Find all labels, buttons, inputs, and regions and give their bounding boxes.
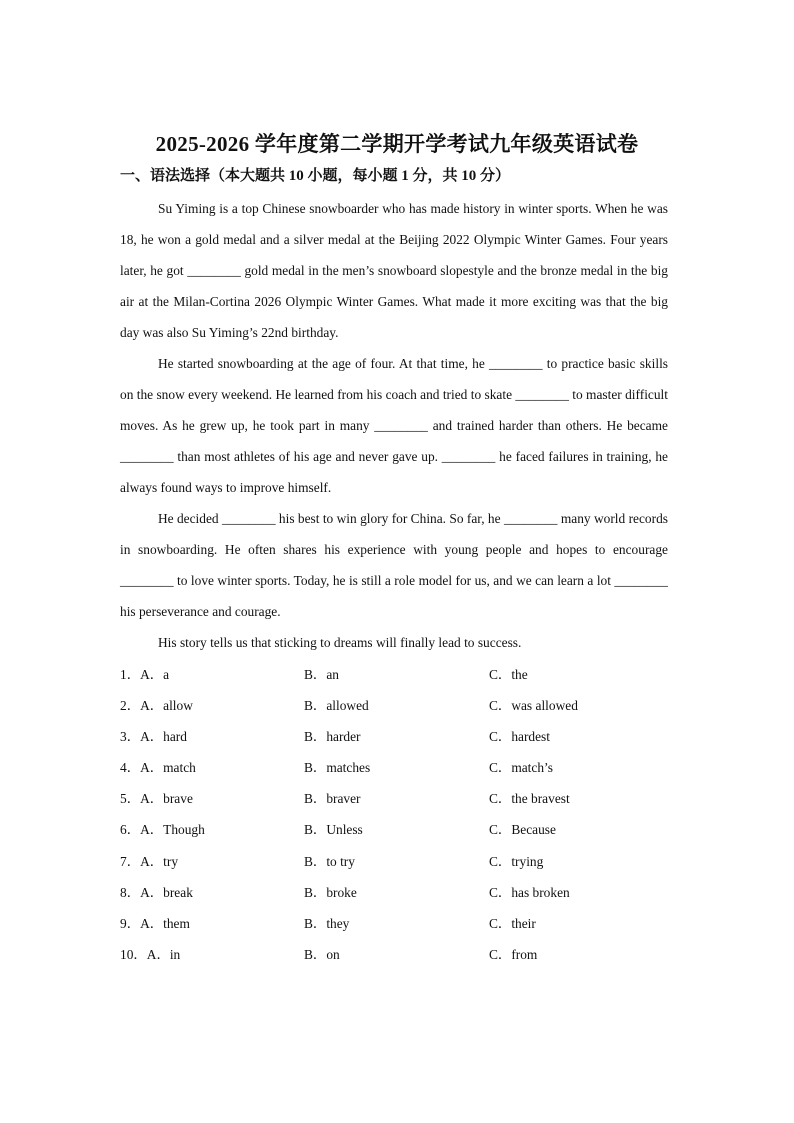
question-row	[120, 783, 680, 814]
passage-paragraph-4: His story tells us that sticking to dreams will finally lead to success.	[158, 635, 522, 650]
section-heading: 一、语法选择（本大题共 10 小题，每小题 1 分，共 10 分）	[120, 168, 511, 184]
option-a: 7．A．try	[120, 853, 179, 869]
option-c: C．was allowed	[489, 698, 578, 714]
option-a: 9．A．them	[120, 915, 190, 931]
option-a: 2．A．allow	[120, 698, 193, 714]
option-b: B．on	[304, 946, 340, 962]
question-row	[120, 659, 680, 690]
option-b: B．harder	[304, 729, 361, 745]
option-a: 5．A．brave	[120, 791, 193, 807]
option-b: B．an	[304, 667, 339, 682]
option-b: B．they	[304, 915, 350, 931]
option-a: 1．A．a	[120, 667, 170, 682]
question-row	[120, 846, 680, 877]
option-c: C．the bravest	[489, 791, 570, 807]
exam-title: 2025-2026 学年度第二学期开学考试九年级英语试卷	[155, 132, 639, 156]
option-b: B．Unless	[304, 822, 363, 838]
option-c: C．match’s	[489, 760, 553, 776]
question-row	[120, 814, 680, 845]
passage-paragraph-3: He decided ________ his best to win glory for China. So far, he ________ many world records in snowboarding. He often shares his experience with young people and hopes to encourage ________ to love winter sports. Today, he is still a role model for us, and we can learn a lot ________ his perseverance and courage.	[120, 511, 668, 619]
answer-options	[120, 659, 680, 970]
question-row	[120, 690, 680, 721]
passage-paragraph-1: Su Yiming is a top Chinese snowboarder who has made history in winter sports. When he was 18, he won a gold medal and a silver medal at the Beijing 2022 Olympic Winter Games. Four years later, he got ________ gold medal in the men’s snowboard slopestyle and the bronze medal in the big air at the Milan-Cortina 2026 Olympic Winter Games. What made it more exciting was that the big day was also Su Yiming’s 22nd birthday.	[120, 201, 668, 340]
option-c: C．their	[489, 915, 536, 931]
option-b: B．matches	[304, 760, 371, 776]
option-c: C．the	[489, 667, 528, 682]
option-a: 4．A．match	[120, 760, 196, 776]
option-b: B．broke	[304, 884, 357, 900]
option-c: C．from	[489, 946, 538, 962]
option-b: B．allowed	[304, 698, 369, 714]
question-row	[120, 877, 680, 908]
reading-passage	[120, 193, 668, 658]
option-a: 3．A．hard	[120, 729, 187, 745]
passage-paragraph-2: He started snowboarding at the age of four. At that time, he ________ to practice basic skills on the snow every weekend. He learned from his coach and tried to skate ________ to master difficult moves. As he grew up, he took part in many ________ and trained harder than others. He became ________ than most athletes of his age and never gave up. ________ he faced failures in training, he always found ways to improve himself.	[120, 356, 668, 495]
question-row	[120, 752, 680, 783]
option-a: 8．A．break	[120, 884, 193, 900]
option-c: C．has broken	[489, 884, 570, 900]
option-b: B．to try	[304, 853, 355, 869]
option-a: 6．A．Though	[120, 822, 205, 838]
option-c: C．trying	[489, 853, 544, 869]
option-c: C．hardest	[489, 729, 550, 745]
question-row	[120, 721, 680, 752]
question-row	[120, 939, 680, 970]
option-b: B．braver	[304, 791, 361, 807]
option-c: C．Because	[489, 822, 556, 838]
option-a: 10．A．in	[120, 946, 181, 962]
question-row	[120, 908, 680, 939]
